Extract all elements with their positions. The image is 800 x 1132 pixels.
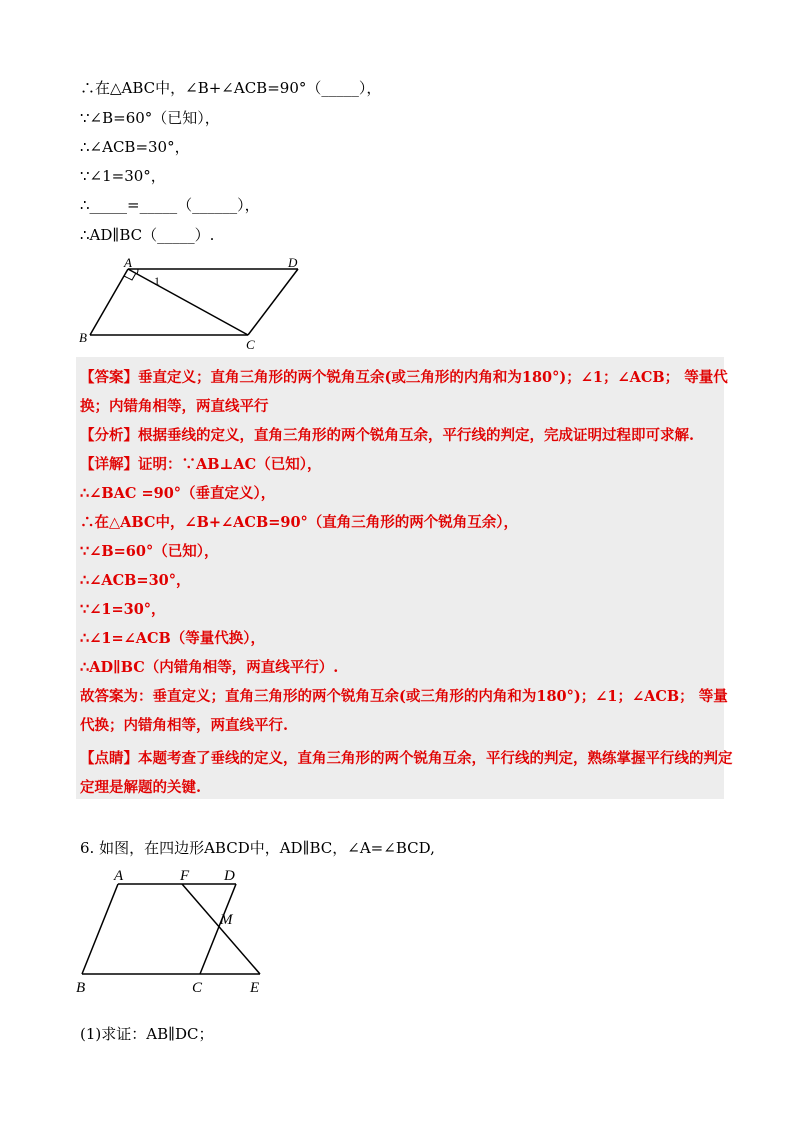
fig2-label-a: A	[114, 868, 124, 884]
comment-line-2: 定理是解题的关键.	[80, 779, 202, 796]
proof-line-1: ∴在△ABC中，∠B+∠ACB=90°（_____），	[80, 79, 382, 97]
final-answer-line-2: 代换；内错角相等，两直线平行.	[80, 717, 289, 734]
proof-line-2: ∵∠B=60°（已知），	[80, 109, 220, 127]
answer-line-1: 【答案】垂直定义；直角三角形的两个锐角互余(或三角形的内角和为180°)；∠1；∠ACB； 等量代	[80, 369, 728, 386]
detail-line-5: ∴∠ACB=30°，	[80, 572, 191, 589]
fig1-label-b: B	[79, 330, 87, 345]
fig2-label-f: F	[180, 868, 190, 884]
detail-line-8: ∴AD∥BC（内错角相等，两直线平行）.	[80, 659, 339, 676]
detail-line-3: ∴在△ABC中，∠B+∠ACB=90°（直角三角形的两个锐角互余），	[80, 514, 519, 531]
proof-line-4: ∵∠1=30°，	[80, 167, 166, 185]
final-answer-line-1: 故答案为：垂直定义；直角三角形的两个锐角互余(或三角形的内角和为180°)；∠1；∠ACB； 等量	[80, 688, 728, 705]
fig2-label-e: E	[250, 980, 260, 996]
proof-line-3: ∴∠ACB=30°，	[80, 138, 190, 156]
detail-line-4: ∵∠B=60°（已知），	[80, 543, 219, 560]
fig2-label-d: D	[224, 868, 235, 884]
answer-line-2: 换；内错角相等，两直线平行	[80, 398, 269, 415]
figure-parallelogram-abcd	[70, 252, 320, 352]
comment-line-1: 【点睛】本题考查了垂线的定义，直角三角形的两个锐角互余，平行线的判定，熟练掌握平行线的判定	[80, 750, 733, 767]
detail-line-7: ∴∠1=∠ACB（等量代换），	[80, 630, 266, 647]
fig2-label-m: M	[220, 912, 233, 928]
figure-quadrilateral-abcd	[70, 862, 280, 997]
proof-line-6: ∴AD∥BC（_____）.	[80, 226, 215, 244]
proof-line-5: ∴_____=_____（______），	[80, 196, 260, 214]
detail-line-6: ∵∠1=30°，	[80, 601, 166, 618]
analysis-line: 【分析】根据垂线的定义，直角三角形的两个锐角互余，平行线的判定，完成证明过程即可求解.	[80, 427, 695, 444]
fig2-label-b: B	[76, 980, 86, 996]
fig1-label-a: A	[124, 255, 132, 270]
detail-line-2: ∴∠BAC =90°（垂直定义），	[80, 485, 276, 502]
detail-line-1: 【详解】证明：∵AB⊥AC（已知），	[80, 456, 322, 473]
fig2-label-c: C	[192, 980, 203, 996]
question-6-part-1: (1)求证：AB∥DC；	[80, 1025, 214, 1043]
fig1-label-c: C	[246, 337, 255, 352]
fig1-label-d: D	[288, 255, 298, 270]
question-6-stem: 6. 如图，在四边形ABCD中，AD∥BC，∠A=∠BCD,	[80, 839, 435, 857]
fig1-label-1: 1	[154, 274, 160, 288]
